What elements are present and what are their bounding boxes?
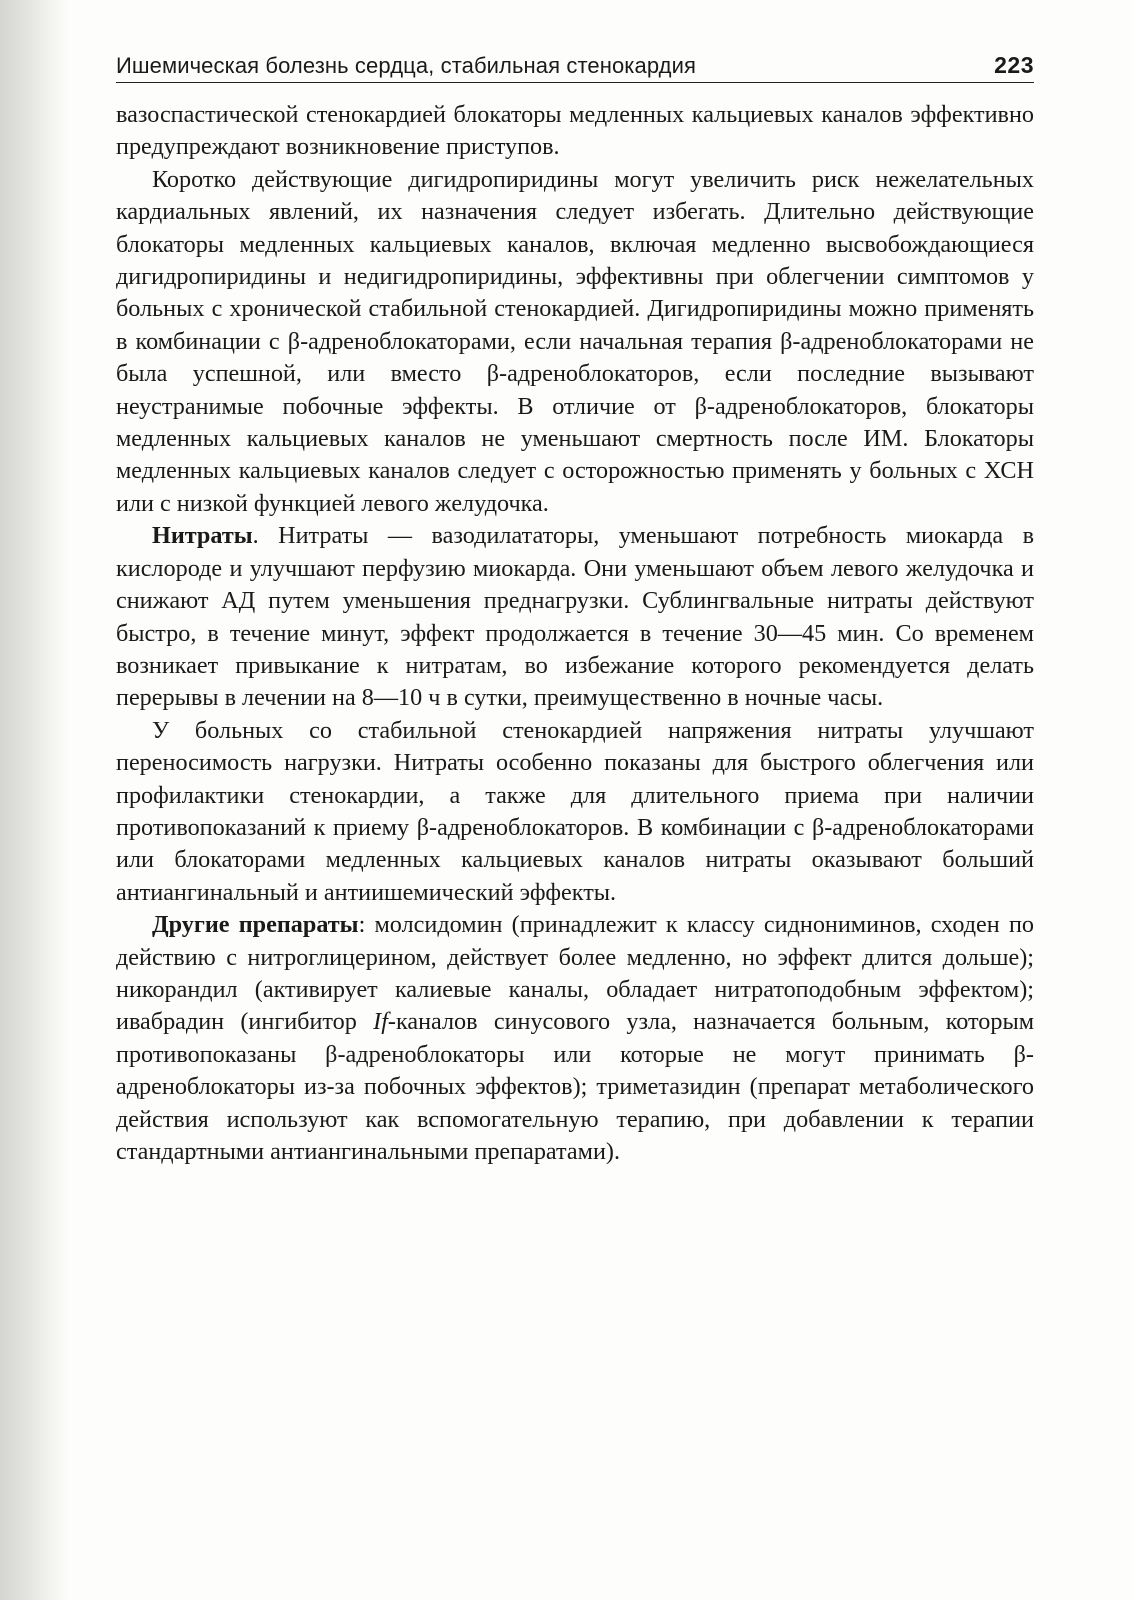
paragraph-dihydropyridines: Коротко действующие дигидропиридины могут увеличить риск нежелательных кардиальных явлений, их назначения следует избегать. Длительно действующие блокаторы медленных кальциевых каналов, включая медленно высвобождающиеся дигидропиридины и недигидропиридины, эффективны при облегчении симптомов у больных с хронической стабильной стенокардией. Дигидропиридины можно применять в комбинации с β-адреноблокаторами, если начальная терапия β-адреноблокаторами не была успешной, или вместо β-адреноблокаторов, если последние вызывают неустранимые побочные эффекты. В отличие от β-адреноблокаторов, блокаторы медленных кальциевых каналов не уменьшают смертность после ИМ. Блокаторы медленных кальциевых каналов следует с осторожностью применять у больных с ХСН или с низкой функцией левого желудочка.	[116, 165, 1034, 517]
paragraph-other-drugs	[116, 909, 1034, 1168]
paragraph-nitrates	[116, 520, 1034, 714]
if-channel-term: If	[373, 1008, 388, 1036]
body-text	[116, 99, 1034, 1168]
page-number: 223	[994, 52, 1034, 78]
paragraph-other-drugs-text-b: -каналов синусового узла, назначается больным, которым противопоказаны β-адреноблокаторы или которые не могут принимать β-адреноблокаторы из-за побочных эффектов); триметазидин (препарат метаболического действия используют как вспомогательную терапию, при добавлении к терапии стандартными антиангинальными препаратами).	[116, 1008, 1035, 1165]
paragraph-nitrates-angina: У больных со стабильной стенокардией напряжения нитраты улучшают переносимость нагрузки. Нитраты особенно показаны для быстрого облегчения или профилактики стенокардии, а также для длительного приема при наличии противопоказаний к приему β-адреноблокаторов. В комбинации с β-адреноблокаторами или блокаторами медленных кальциевых каналов нитраты оказывают больший антиангинальный и антиишемический эффекты.	[116, 716, 1034, 906]
running-header-title: Ишемическая болезнь сердца, стабильная стенокардия	[116, 53, 697, 78]
paragraph-nitrates-text: . Нитраты — вазодилататоры, уменьшают потребность миокарда в кислороде и улучшают перфузию миокарда. Они уменьшают объем левого желудочка и снижают АД путем уменьшения преднагрузки. Сублингвальные нитраты действуют быстро, в течение минут, эффект продолжается в течение 30—45 мин. Со временем возникает привыкание к нитратам, во избежание которого рекомендуется делать перерывы в лечении на 8—10 ч в сутки, преимущественно в ночные часы.	[116, 522, 1034, 712]
run-in-heading-nitrates: Нитраты	[152, 522, 253, 550]
run-in-heading-other-drugs: Другие препараты	[152, 911, 359, 939]
running-header	[116, 52, 1034, 83]
book-page	[116, 52, 1034, 1168]
scan-shadow	[0, 0, 70, 1600]
paragraph-other-drugs-text-a: : молсидомин (принадлежит к классу сиднониминов, сходен по действию с нитроглицерином, действует более медленно, но эффект длится дольше); никорандил (активирует калиевые каналы, обладает нитратоподобным эффектом); ивабрадин (ингибитор	[116, 911, 1034, 1036]
paragraph-continued: вазоспастической стенокардией блокаторы медленных кальциевых каналов эффективно предупреждают возникновение приступов.	[116, 101, 1034, 161]
